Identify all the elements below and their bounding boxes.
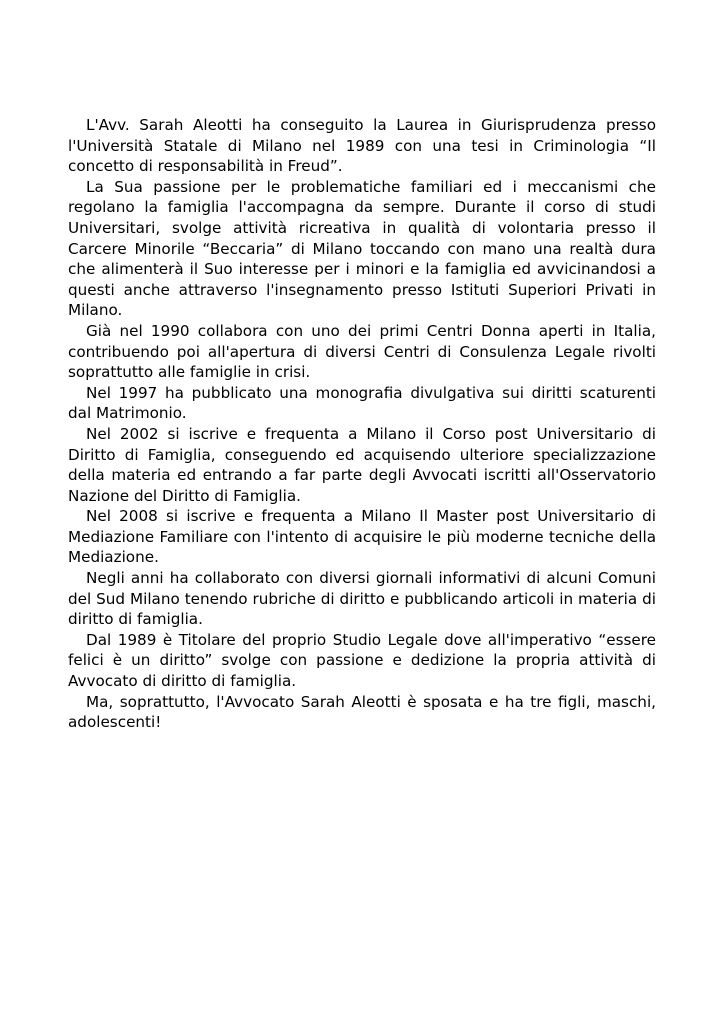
paragraph-master-2008: Nel 2008 si iscrive e frequenta a Milano Il Master post Universitario di Mediazione Familiare con l'intento di acquisire le più moderne tecniche della Mediazione. [68, 507, 656, 567]
paragraph-laurea: L'Avv. Sarah Aleotti ha conseguito la Laurea in Giurisprudenza presso l'Università Statale di Milano nel 1989 con una tesi in Criminologia “Il concetto di responsabilità in Freud”. [68, 116, 656, 176]
paragraph-studio-legale: Dal 1989 è Titolare del proprio Studio Legale dove all'imperativo “essere felici è un diritto” svolge con passione e dedizione la propria attività di Avvocato di diritto di famiglia. [68, 630, 656, 691]
paragraph-passione: La Sua passione per le problematiche familiari ed i meccanismi che regolano la famiglia l'accompagna da sempre. Durante il corso di studi Universitari, svolge attività ricreativa in qualità di volontaria presso il Carcere Minorile “Beccaria” di Milano toccando con mano una realtà dura che alimenterà il Suo interesse per i minori e la famiglia ed avvicinandosi a questi anche attraverso l'insegnamento presso Istituti Superiori Privati in Milano. [68, 177, 656, 320]
paragraph-giornali: Negli anni ha collaborato con diversi giornali informativi di alcuni Comuni del Sud Milano tenendo rubriche di diritto e pubblicando articoli in materia di diritto di famiglia. [68, 569, 656, 629]
paragraph-famiglia: Ma, soprattutto, l'Avvocato Sarah Aleotti è sposata e ha tre figli, maschi, adolescenti! [68, 692, 656, 732]
paragraph-centri-donna: Già nel 1990 collabora con uno dei primi Centri Donna aperti in Italia, contribuendo poi all'apertura di diversi Centri di Consulenza Legale rivolti soprattutto alle famiglie in crisi. [68, 321, 656, 382]
paragraph-corso-2002: Nel 2002 si iscrive e frequenta a Milano il Corso post Universitario di Diritto di Famiglia, conseguendo ed acquisendo ulteriore specializzazione della materia ed entrando a far parte degli Avvocati iscritti all'Osservatorio Nazione del Diritto di Famiglia. [68, 424, 656, 505]
paragraph-monografia: Nel 1997 ha pubblicato una monografia divulgativa sui diritti scaturenti dal Matrimonio. [68, 383, 656, 423]
document-page [68, 115, 656, 733]
